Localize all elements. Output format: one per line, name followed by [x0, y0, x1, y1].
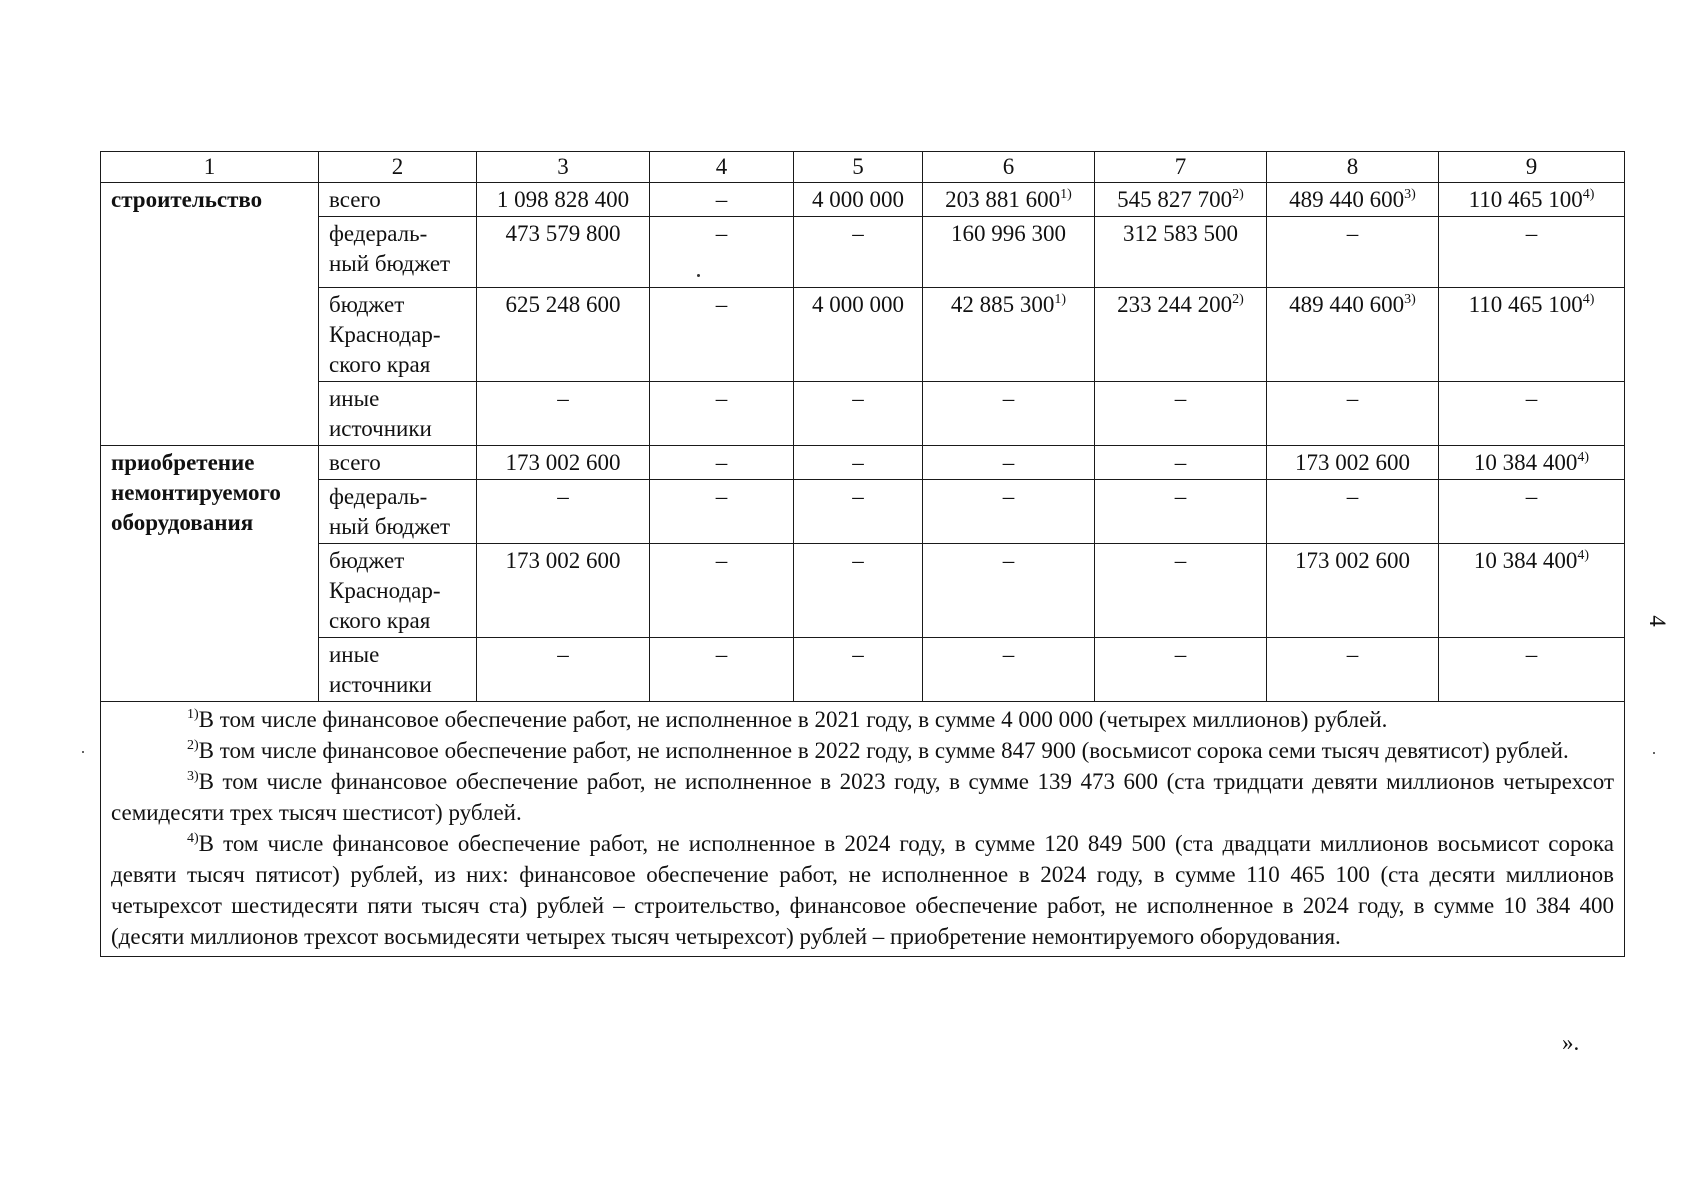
amount-value: – — [557, 642, 569, 667]
funding-source: всего — [319, 183, 477, 217]
amount-value: – — [1346, 484, 1359, 509]
amount-value: – — [715, 386, 728, 411]
amount-cell — [1267, 288, 1439, 382]
amount-value: – — [715, 187, 728, 212]
table-row — [101, 382, 1625, 446]
footnote-mark: 3) — [187, 769, 199, 784]
footnote-ref: 4) — [1582, 292, 1595, 307]
footnotes-row — [101, 702, 1625, 957]
amount-value: 110 465 100 — [1468, 187, 1583, 212]
amount-cell — [794, 446, 923, 480]
amount-cell — [923, 544, 1095, 638]
amount-cell — [1439, 183, 1625, 217]
amount-cell — [794, 544, 923, 638]
table-row — [101, 480, 1625, 544]
amount-value: 173 002 600 — [1295, 450, 1410, 475]
amount-value: – — [1002, 642, 1015, 667]
amount-cell — [650, 446, 794, 480]
amount-cell — [650, 638, 794, 702]
amount-value: – — [1002, 484, 1015, 509]
amount-cell — [923, 217, 1095, 288]
table-row — [101, 544, 1625, 638]
funding-source: бюджет Краснодар- ского края — [319, 544, 477, 638]
column-number-9: 9 — [1439, 152, 1625, 183]
scan-speck — [82, 751, 84, 753]
footnote-ref: 4) — [1577, 450, 1590, 465]
footnote-ref: 3) — [1404, 187, 1416, 202]
amount-cell — [477, 638, 650, 702]
amount-cell — [1095, 183, 1267, 217]
amount-value: – — [715, 221, 728, 246]
scan-speck — [1653, 752, 1655, 754]
amount-value: – — [1346, 221, 1359, 246]
amount-value: 42 885 300 — [950, 292, 1055, 317]
header-row — [101, 152, 1625, 183]
amount-cell — [1095, 288, 1267, 382]
amount-cell — [923, 480, 1095, 544]
column-number-1: 1 — [101, 152, 319, 183]
amount-cell — [1439, 480, 1625, 544]
amount-value: 4 000 000 — [812, 187, 904, 212]
amount-cell — [477, 183, 650, 217]
financing-table — [100, 151, 1625, 957]
amount-value: 233 244 200 — [1117, 292, 1233, 317]
amount-cell — [477, 446, 650, 480]
footnote-ref: 2) — [1232, 292, 1244, 307]
amount-cell — [1439, 288, 1625, 382]
footnote-ref: 4) — [1577, 548, 1590, 563]
amount-cell — [1267, 446, 1439, 480]
amount-value: 489 440 600 — [1289, 292, 1405, 317]
amount-cell — [1439, 217, 1625, 288]
amount-cell — [923, 288, 1095, 382]
amount-cell — [1095, 544, 1267, 638]
footnote-mark: 4) — [187, 831, 199, 846]
amount-value: – — [1174, 642, 1187, 667]
object-name: строительство — [101, 183, 319, 446]
amount-value: – — [715, 484, 728, 509]
amount-value: 4 000 000 — [812, 292, 904, 317]
amount-value: – — [852, 450, 864, 475]
column-number-3: 3 — [477, 152, 650, 183]
table-row — [101, 288, 1625, 382]
footnote-text: В том числе финансовое обеспечение работ, не исполненное в 2021 году, в сумме 4 000 000 (четырех миллионов) рублей. — [198, 707, 1388, 732]
amount-cell — [794, 480, 923, 544]
amount-value: – — [852, 548, 864, 573]
amount-value: 173 002 600 — [1295, 548, 1410, 573]
footnote-ref: 1) — [1054, 292, 1067, 307]
amount-value: 312 583 500 — [1123, 221, 1238, 246]
amount-cell — [477, 544, 650, 638]
amount-value: 173 002 600 — [505, 548, 621, 573]
amount-cell — [1095, 480, 1267, 544]
amount-cell — [1267, 638, 1439, 702]
footnote — [111, 766, 1614, 828]
amount-cell — [1267, 544, 1439, 638]
footnote — [111, 735, 1614, 766]
column-number-6: 6 — [923, 152, 1095, 183]
closing-quote: ». — [1562, 1030, 1580, 1055]
amount-value: 473 579 800 — [505, 221, 621, 246]
footnote-mark: 1) — [187, 707, 199, 722]
table-row — [101, 183, 1625, 217]
amount-cell — [1267, 183, 1439, 217]
amount-value: – — [1525, 221, 1538, 246]
amount-value: 110 465 100 — [1468, 292, 1583, 317]
amount-cell — [650, 544, 794, 638]
column-number-8: 8 — [1267, 152, 1439, 183]
footnote-ref: 3) — [1404, 292, 1416, 307]
table-row — [101, 217, 1625, 288]
amount-cell — [1267, 382, 1439, 446]
amount-value: 625 248 600 — [505, 292, 621, 317]
amount-cell — [1439, 638, 1625, 702]
amount-value: 160 996 300 — [951, 221, 1066, 246]
amount-value: – — [715, 548, 728, 573]
amount-cell — [1267, 217, 1439, 288]
footnotes-cell — [101, 702, 1625, 957]
amount-cell — [794, 382, 923, 446]
column-number-7: 7 — [1095, 152, 1267, 183]
amount-value: – — [1174, 548, 1187, 573]
amount-value: – — [1525, 642, 1538, 667]
funding-source: всего — [319, 446, 477, 480]
amount-value: – — [852, 484, 864, 509]
funding-source: федераль- ный бюджет — [319, 217, 477, 288]
footnote-ref: 1) — [1060, 187, 1072, 202]
amount-value: – — [1174, 484, 1187, 509]
footnote-text: В том числе финансовое обеспечение работ, не исполненное в 2022 году, в сумме 847 900 (восьмисот сорока семи тысяч девятисот) рублей. — [198, 738, 1569, 763]
footnote-ref: 2) — [1232, 187, 1244, 202]
amount-value: – — [852, 642, 864, 667]
amount-value: – — [715, 292, 728, 317]
funding-source: федераль- ный бюджет — [319, 480, 477, 544]
amount-cell — [794, 183, 923, 217]
footnote-text: В том числе финансовое обеспечение работ, не исполненное в 2024 году, в сумме 120 849 500 (ста двадцати миллионов восьмисот сорока девяти тысяч пятисот) рублей, из них: финансовое обеспечение работ, не исполненное в 2024 году, в сумме 110 465 100 (ста десяти миллионов четырехсот шестидесяти пяти тысяч ста) рублей – строительство, финансовое обеспечение работ, не исполненное в 2024 году, в сумме 10 384 400 (десяти миллионов трехсот восьмидесяти четырех тысяч четырехсот) рублей – приобретение немонтируемого оборудования. — [111, 831, 1614, 949]
amount-value: – — [852, 386, 864, 411]
amount-value: – — [715, 642, 728, 667]
amount-cell — [1439, 446, 1625, 480]
column-number-5: 5 — [794, 152, 923, 183]
amount-value: – — [1525, 386, 1538, 411]
funding-source: иные источники — [319, 638, 477, 702]
amount-cell — [794, 288, 923, 382]
footnote-ref: 4) — [1582, 187, 1595, 202]
amount-cell — [477, 382, 650, 446]
amount-cell — [477, 217, 650, 288]
amount-cell — [1439, 544, 1625, 638]
amount-value: – — [1002, 548, 1015, 573]
amount-value: – — [1346, 642, 1359, 667]
table-body — [101, 152, 1625, 957]
column-number-4: 4 — [650, 152, 794, 183]
amount-cell — [1439, 382, 1625, 446]
amount-cell — [923, 638, 1095, 702]
amount-cell — [1095, 638, 1267, 702]
amount-value: 489 440 600 — [1289, 187, 1405, 212]
scan-speck — [697, 274, 700, 277]
amount-value: – — [1174, 386, 1187, 411]
amount-value: – — [1525, 484, 1538, 509]
amount-value: 10 384 400 — [1473, 548, 1578, 573]
page-number: 4 — [1644, 615, 1670, 627]
column-number-2: 2 — [319, 152, 477, 183]
amount-value: 10 384 400 — [1473, 450, 1578, 475]
amount-cell — [650, 217, 794, 288]
amount-cell — [650, 382, 794, 446]
amount-cell — [1267, 480, 1439, 544]
amount-value: 1 098 828 400 — [496, 187, 630, 212]
amount-cell — [650, 183, 794, 217]
table-row — [101, 446, 1625, 480]
amount-cell — [923, 382, 1095, 446]
amount-cell — [1095, 217, 1267, 288]
footnote-mark: 2) — [187, 738, 199, 753]
amount-value: 203 881 600 — [945, 187, 1061, 212]
object-name: приобретение немонтируемого оборудования — [101, 446, 319, 702]
funding-source: бюджет Краснодар- ского края — [319, 288, 477, 382]
footnote — [111, 828, 1614, 952]
amount-cell — [1095, 382, 1267, 446]
funding-source: иные источники — [319, 382, 477, 446]
amount-value: – — [715, 450, 728, 475]
amount-cell — [1095, 446, 1267, 480]
amount-cell — [923, 446, 1095, 480]
amount-cell — [794, 638, 923, 702]
footnote-text: В том числе финансовое обеспечение работ, не исполненное в 2023 году, в сумме 139 473 600 (ста тридцати девяти миллионов четырехсот семидесяти трех тысяч шестисот) рублей. — [111, 769, 1614, 825]
footnote — [111, 704, 1614, 735]
amount-value: – — [1346, 386, 1359, 411]
table-row — [101, 638, 1625, 702]
amount-cell — [477, 480, 650, 544]
amount-cell — [650, 288, 794, 382]
amount-value: – — [852, 221, 864, 246]
amount-cell — [477, 288, 650, 382]
amount-cell — [650, 480, 794, 544]
amount-value: – — [1002, 386, 1015, 411]
amount-cell — [794, 217, 923, 288]
amount-cell — [923, 183, 1095, 217]
amount-value: 173 002 600 — [505, 450, 621, 475]
amount-value: – — [1002, 450, 1015, 475]
amount-value: 545 827 700 — [1117, 187, 1233, 212]
amount-value: – — [557, 484, 569, 509]
amount-value: – — [557, 386, 569, 411]
amount-value: – — [1174, 450, 1187, 475]
